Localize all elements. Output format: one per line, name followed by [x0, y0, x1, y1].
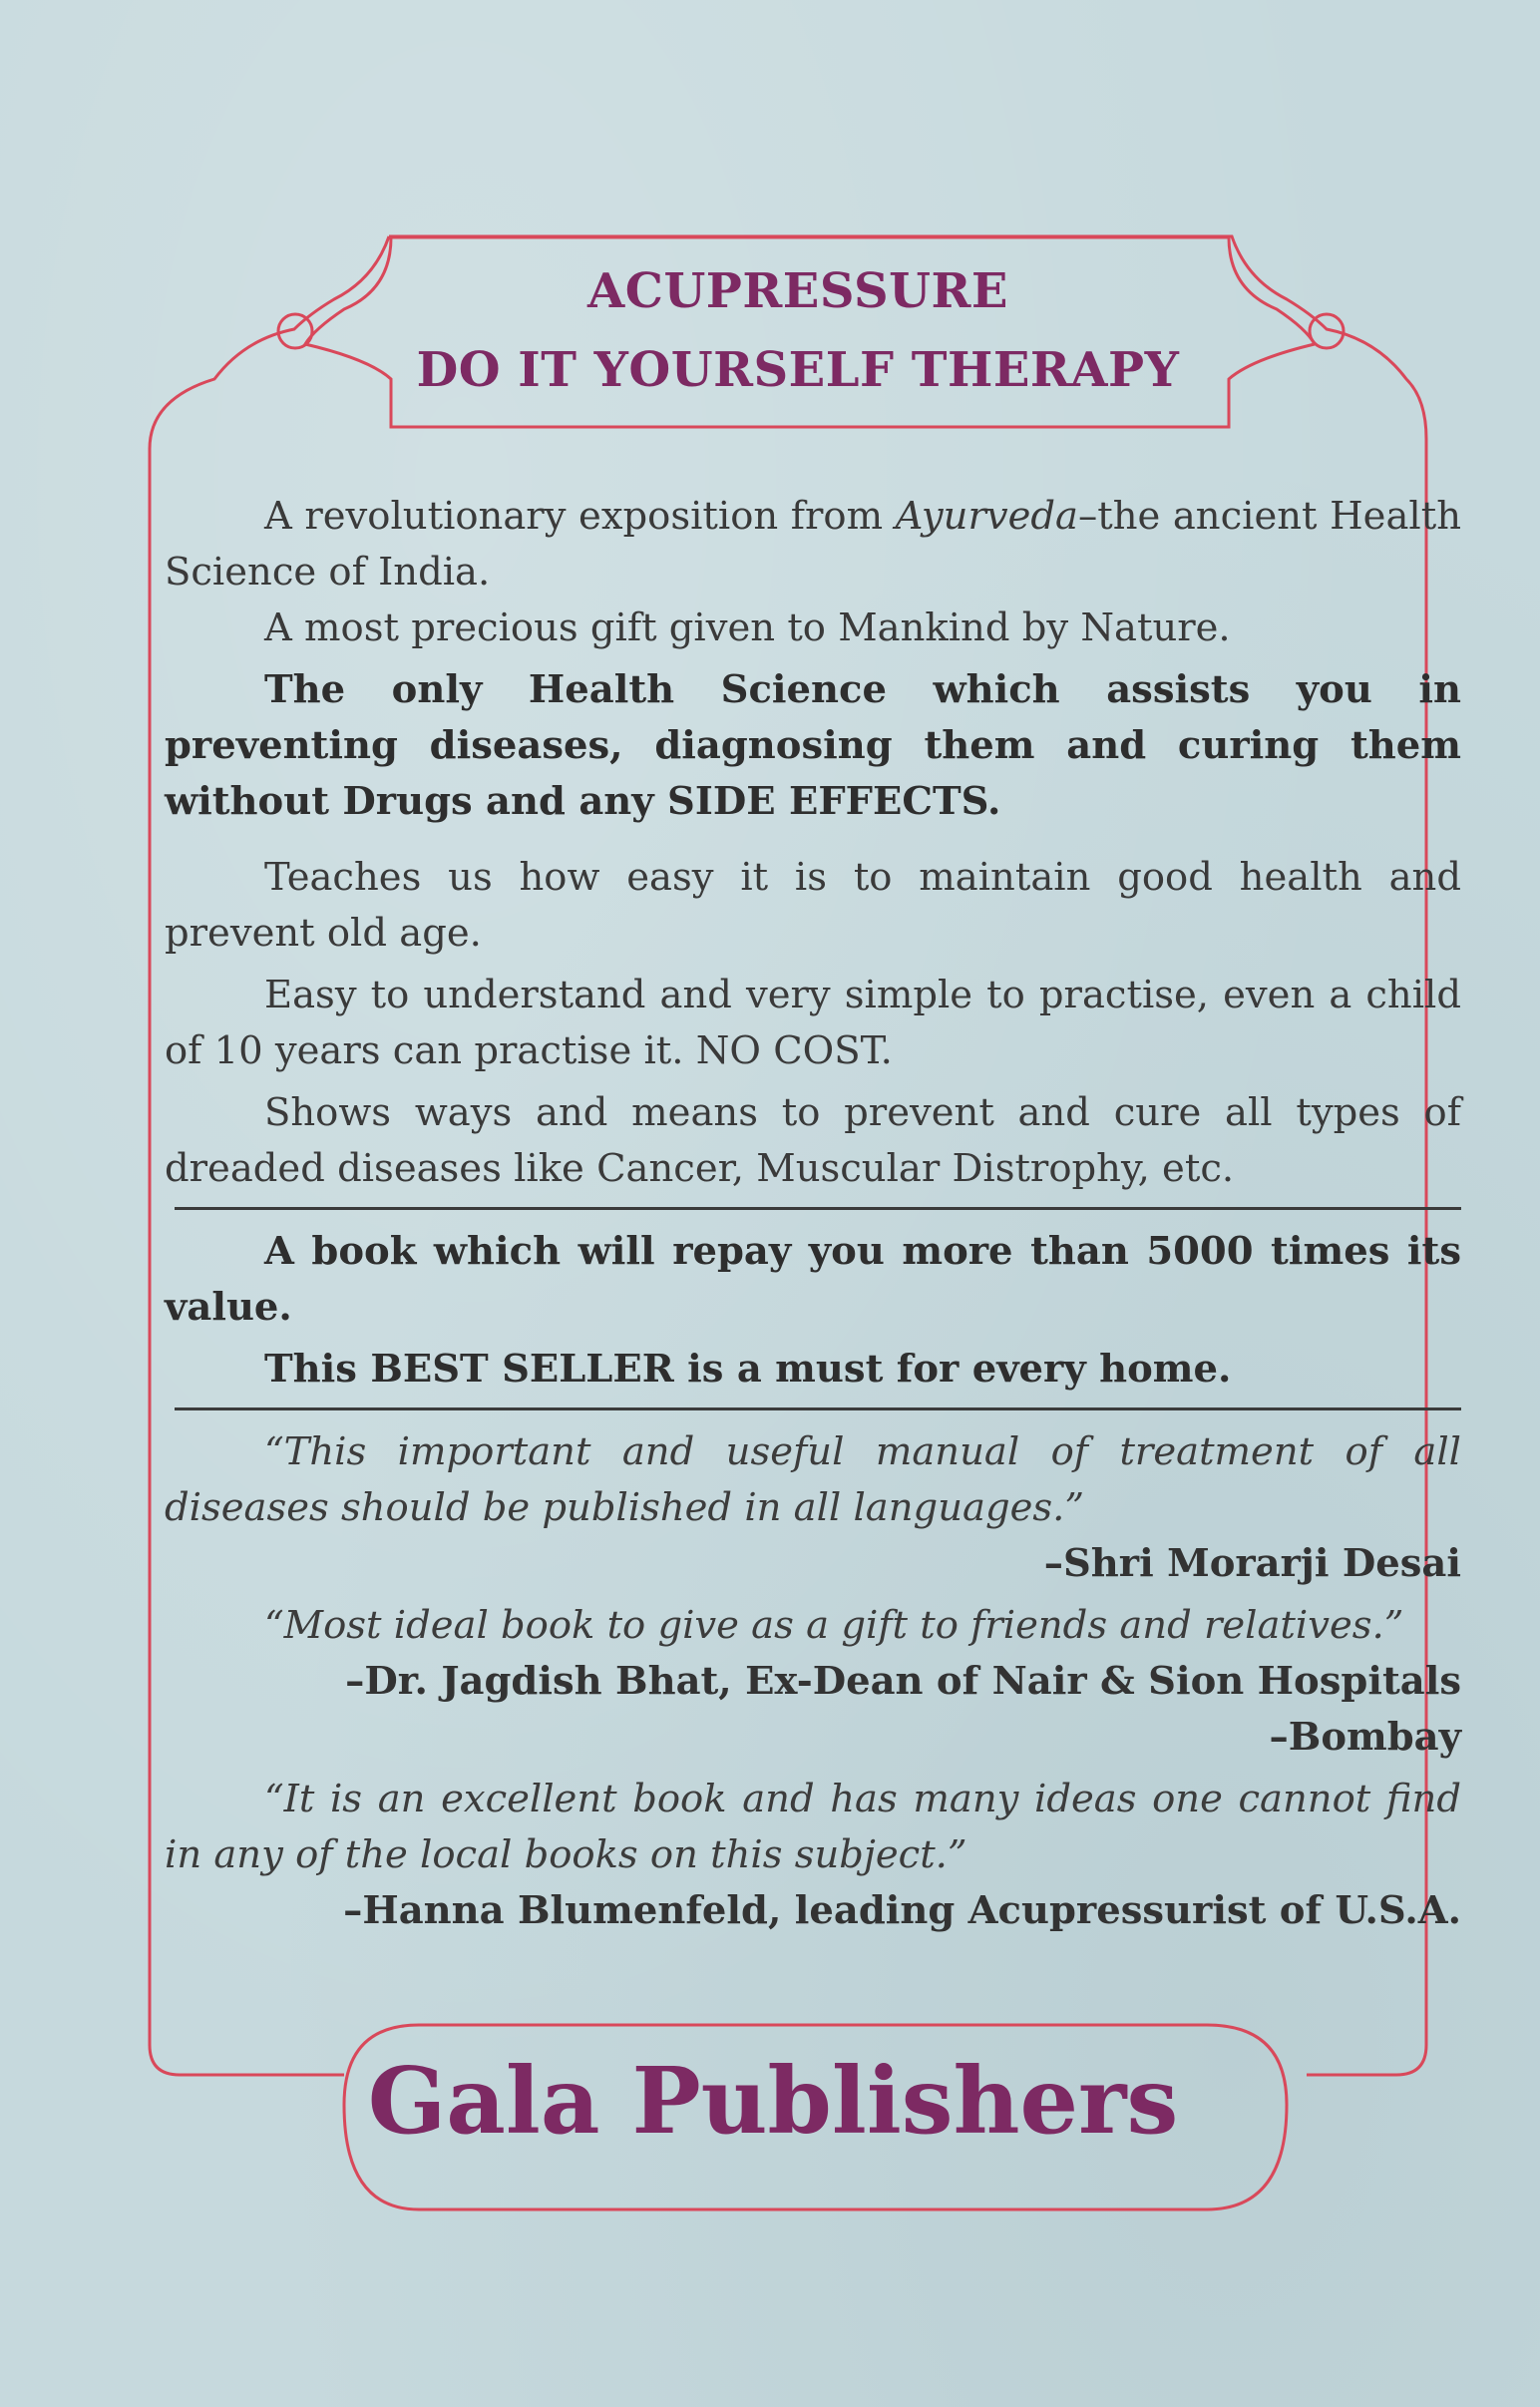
- testimonial-author-1: –Shri Morarji Desai: [1043, 1541, 1461, 1586]
- gift-paragraph: A most precious gift given to Mankind by Nature.: [264, 605, 1231, 650]
- publisher-name: Gala Publishers: [367, 2047, 1179, 2155]
- diseases-paragraph: Shows ways and means to prevent and cure all types of dreaded diseases like Cancer, Muscular Distrophy, etc.: [165, 1090, 1461, 1191]
- title-line-2: DO IT YOURSELF THERAPY: [416, 342, 1180, 398]
- intro-text-b: –the ancient Health Science of India.: [165, 494, 1461, 595]
- good-health-paragraph: Teaches us how easy it is to maintain good health and prevent old age.: [165, 855, 1461, 956]
- intro-emphasis: Ayurveda: [895, 494, 1078, 539]
- divider-bottom: [175, 1407, 1461, 1410]
- intro-paragraph: [165, 489, 1461, 601]
- testimonial-quote-1: “This important and useful manual of treatment of all diseases should be published in all languages.”: [165, 1429, 1461, 1530]
- divider-top: [175, 1207, 1461, 1210]
- best-seller-paragraph: This BEST SELLER is a must for every home.: [264, 1347, 1232, 1392]
- testimonial-quote-2: “Most ideal book to give as a gift to friends and relatives.”: [264, 1603, 1404, 1648]
- easy-paragraph: Easy to understand and very simple to practise, even a child of 10 years can practise it. NO COST.: [165, 973, 1461, 1073]
- intro-text-a: A revolutionary exposition from: [264, 494, 896, 539]
- testimonial-author-2: –Dr. Jagdish Bhat, Ex-Dean of Nair & Sion Hospitals: [345, 1659, 1461, 1704]
- title-line-1: ACUPRESSURE: [587, 263, 1008, 319]
- testimonial-quote-3: “It is an excellent book and has many ideas one cannot find in any of the local books on this subject.”: [165, 1777, 1461, 1877]
- back-cover-text: [165, 489, 1461, 1939]
- repay-paragraph: A book which will repay you more than 5000 times its value.: [165, 1229, 1461, 1330]
- health-science-paragraph: The only Health Science which assists you in preventing diseases, diagnosing them and curing them without Drugs and any SIDE EFFECTS.: [165, 667, 1461, 824]
- testimonial-author-3: –Hanna Blumenfeld, leading Acupressurist of U.S.A.: [343, 1888, 1461, 1933]
- testimonial-location-2: –Bombay: [1269, 1715, 1461, 1760]
